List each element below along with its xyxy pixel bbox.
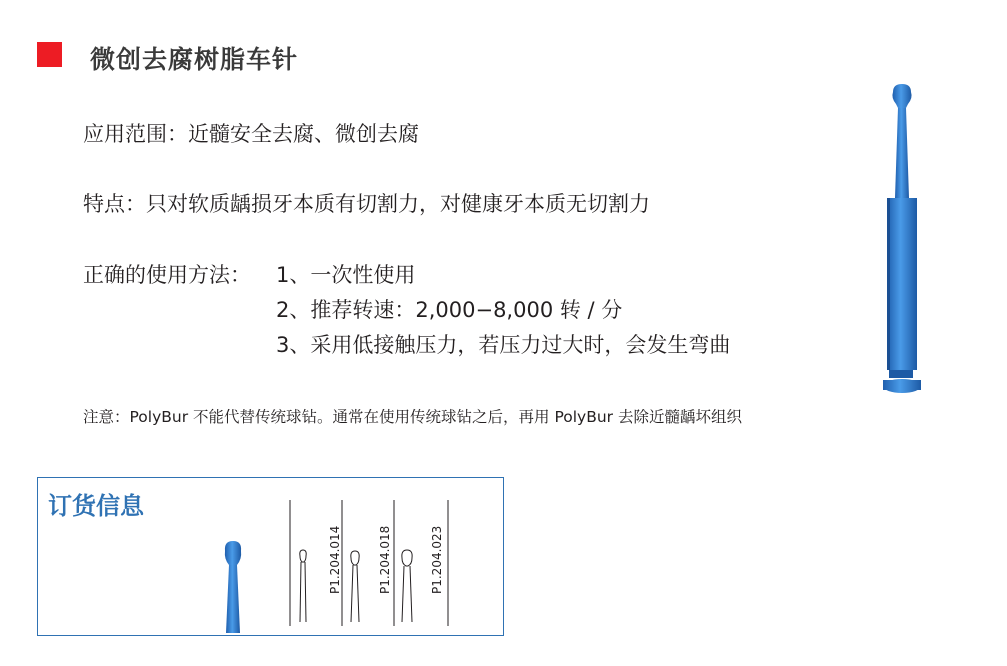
part-number-label: P1.204.018 [378,525,392,594]
application-scope: 应用范围：近髓安全去腐、微创去腐 [83,122,419,146]
usage-item-3: 3、采用低接触压力，若压力过大时，会发生弯曲 [276,333,731,357]
polybur-large-image [880,78,932,408]
usage-item-1: 1、一次性使用 [276,263,416,287]
page-title: 微创去腐树脂车针 [90,45,299,74]
usage-item-2: 2、推荐转速：2,000−8,000 转 / 分 [276,298,623,322]
part-number-label: P1.204.014 [328,525,342,594]
caution-note: 注意：PolyBur 不能代替传统球钻。通常在使用传统球钻之后，再用 PolyBur 去除近髓龋坏组织 [83,408,742,426]
usage-label: 正确的使用方法： [83,263,251,287]
ordering-info-box [37,477,504,636]
features-text: 特点：只对软质龋损牙本质有切割力，对健康牙本质无切割力 [83,192,650,216]
red-square-marker [37,42,62,67]
polybur-small-image [218,533,248,633]
part-number-label: P1.204.023 [430,525,444,594]
ordering-title: 订货信息 [48,492,144,520]
